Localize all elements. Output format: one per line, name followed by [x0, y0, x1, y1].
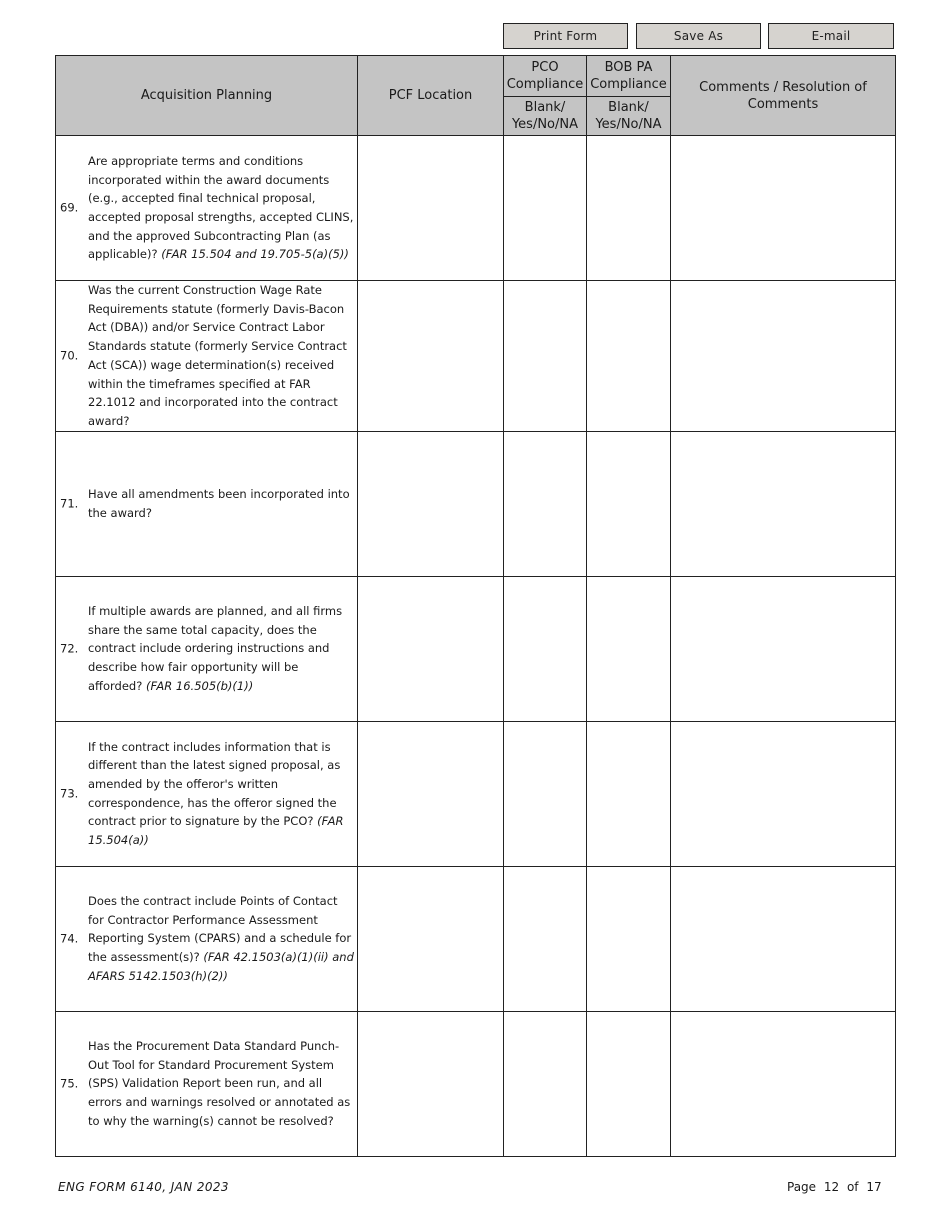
question-cell [56, 136, 358, 281]
question-text [88, 738, 354, 850]
table-row [56, 281, 896, 432]
comments-field[interactable] [671, 431, 896, 576]
pcf-location-field[interactable] [358, 1011, 504, 1156]
question-text [88, 485, 354, 522]
save-as-button[interactable]: Save As [636, 23, 761, 49]
comments-field[interactable] [671, 281, 896, 432]
question-text [88, 1037, 354, 1131]
comments-field[interactable] [671, 576, 896, 721]
pcf-location-field[interactable] [358, 721, 504, 866]
question-text [88, 602, 354, 696]
comments-field[interactable] [671, 866, 896, 1011]
header-pco-options: Blank/ Yes/No/NA [504, 97, 587, 136]
question-body: If the contract includes information that is different than the latest signed proposal, as amended by the offeror's written correspondence, has the offeror signed the contract prior to signature by the PCO? [88, 739, 341, 829]
question-body: Does the contract include Points of Contact for Contractor Performance Assessment Reporting System (CPARS) and a schedule for the assessment(s)? [88, 893, 352, 964]
question-number: 75. [60, 1076, 79, 1091]
table-row [56, 721, 896, 866]
bob-pa-compliance-field[interactable] [587, 136, 671, 281]
far-citation: (FAR 15.504 and 19.705-5(a)(5)) [161, 247, 349, 262]
pco-compliance-field[interactable] [504, 281, 587, 432]
question-cell [56, 721, 358, 866]
pcf-location-field[interactable] [358, 866, 504, 1011]
pco-compliance-field[interactable] [504, 866, 587, 1011]
question-body: If multiple awards are planned, and all firms share the same total capacity, does the contract include ordering instructions and describe how fair opportunity will be afforded? [88, 603, 343, 693]
table-row [56, 1011, 896, 1156]
pcf-location-field[interactable] [358, 576, 504, 721]
page-number: Page 12 of 17 [787, 1180, 882, 1194]
table-row [56, 576, 896, 721]
question-cell [56, 576, 358, 721]
comments-field[interactable] [671, 721, 896, 866]
checklist-table [55, 55, 896, 1157]
table-row [56, 431, 896, 576]
form-number: ENG FORM 6140, JAN 2023 [58, 1180, 229, 1194]
pco-compliance-field[interactable] [504, 136, 587, 281]
far-citation: (FAR 42.1503(a)(1)(ii) and AFARS 5142.1503(h)(2)) [88, 949, 354, 983]
bob-pa-compliance-field[interactable] [587, 576, 671, 721]
bob-pa-compliance-field[interactable] [587, 721, 671, 866]
pco-compliance-field[interactable] [504, 1011, 587, 1156]
question-cell [56, 281, 358, 432]
header-pco-compliance: PCO Compliance [504, 56, 587, 97]
pco-compliance-field[interactable] [504, 431, 587, 576]
question-number: 72. [60, 641, 79, 656]
pcf-location-field[interactable] [358, 431, 504, 576]
question-body: Are appropriate terms and conditions incorporated within the award documents (e.g., accepted final technical proposal, accepted proposal strengths, accepted CLINS, and the approved Subcontracting Plan (as applicable)? [88, 153, 354, 262]
bob-pa-compliance-field[interactable] [587, 1011, 671, 1156]
question-cell [56, 866, 358, 1011]
table-row [56, 866, 896, 1011]
question-cell [56, 1011, 358, 1156]
question-body: Was the current Construction Wage Rate Requirements statute (formerly Davis-Bacon Act (DBA)) and/or Service Contract Labor Standards statute (formerly Service Contract Act (SCA)) wage determination(s) received within the timeframes specified at FAR 22.1012 and incorporated into the contract award? [88, 283, 347, 428]
question-text [88, 892, 354, 986]
question-number: 69. [60, 200, 79, 215]
header-bob-options: Blank/ Yes/No/NA [587, 97, 671, 136]
pco-compliance-field[interactable] [504, 576, 587, 721]
bob-pa-compliance-field[interactable] [587, 431, 671, 576]
question-number: 70. [60, 348, 79, 363]
question-number: 73. [60, 786, 79, 801]
far-citation: (FAR 16.505(b)(1)) [145, 678, 254, 693]
question-number: 74. [60, 931, 79, 946]
comments-field[interactable] [671, 1011, 896, 1156]
question-cell [56, 431, 358, 576]
email-button[interactable]: E-mail [768, 23, 894, 49]
header-pcf-location: PCF Location [358, 56, 504, 136]
table-row [56, 136, 896, 281]
question-text [88, 281, 354, 431]
bob-pa-compliance-field[interactable] [587, 281, 671, 432]
question-number: 71. [60, 496, 79, 511]
question-text [88, 152, 354, 264]
question-body: Have all amendments been incorporated into the award? [88, 486, 350, 520]
pcf-location-field[interactable] [358, 281, 504, 432]
comments-field[interactable] [671, 136, 896, 281]
header-acquisition-planning: Acquisition Planning [56, 56, 358, 136]
question-body: Has the Procurement Data Standard Punch-Out Tool for Standard Procurement System (SPS) Validation Report been run, and all errors and warnings resolved or annotated as to why the warning(s) cannot be resolved? [88, 1038, 351, 1128]
header-comments: Comments / Resolution of Comments [671, 56, 896, 136]
pco-compliance-field[interactable] [504, 721, 587, 866]
bob-pa-compliance-field[interactable] [587, 866, 671, 1011]
far-citation: (FAR 15.504(a)) [88, 814, 344, 848]
header-bob-pa-compliance: BOB PA Compliance [587, 56, 671, 97]
print-form-button[interactable]: Print Form [503, 23, 628, 49]
pcf-location-field[interactable] [358, 136, 504, 281]
